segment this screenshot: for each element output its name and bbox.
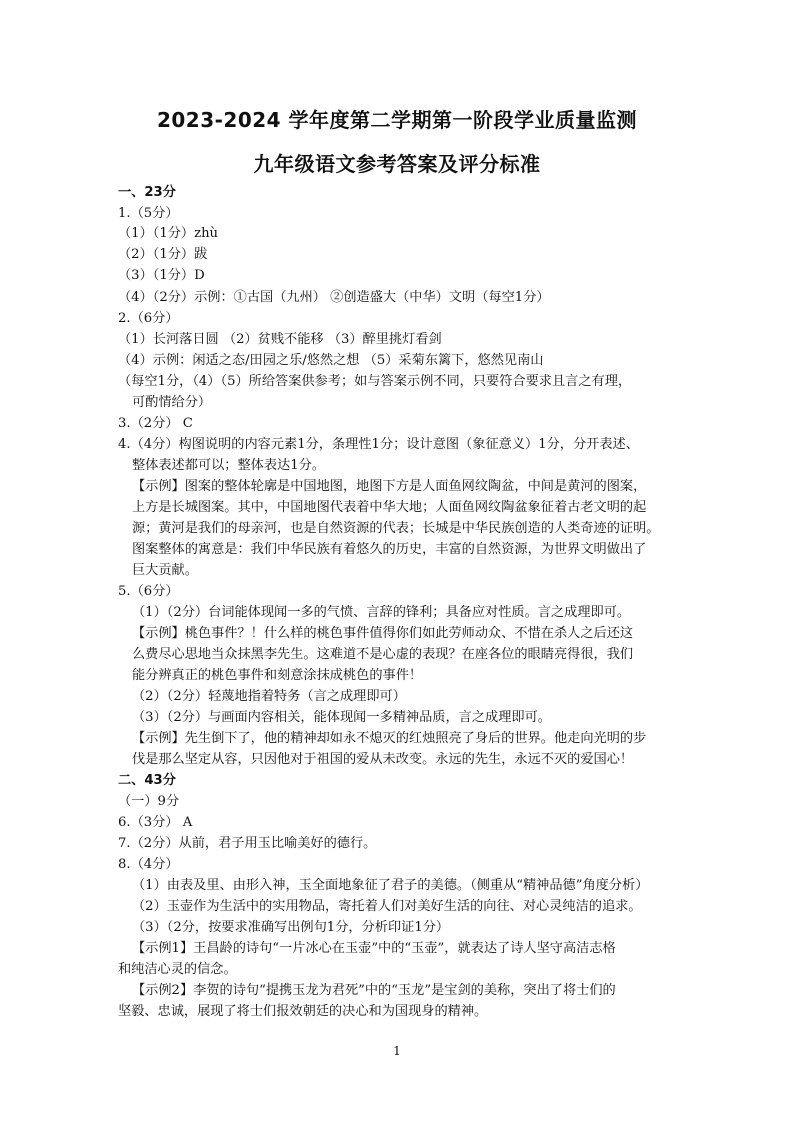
answer-line: （3）（2分）与画面内容相关，能体现闻一多精神品质，言之成理即可。	[132, 710, 551, 725]
question-heading: 8.（4分）	[118, 857, 179, 872]
example-line: 巨大贡献。	[132, 563, 198, 578]
answer-line: （3）（1分）D	[118, 268, 205, 283]
answer-note: 可酌情给分）	[132, 395, 212, 410]
answer-line: （1）长河落日圆 （2）贫贱不能移 （3）醉里挑灯看剑	[118, 332, 442, 347]
example-line: 【示例】图案的整体轮廓是中国地图，地图下方是人面鱼网纹陶盆，中间是黄河的图案，	[132, 479, 647, 494]
question-heading: 2.（6分）	[118, 311, 179, 326]
example-line: 能分辨真正的桃色事件和刻意涂抹成桃色的事件！	[132, 668, 423, 683]
answer-line: （4）（2分）示例：①古国（九州） ②创造盛大（中华）文明（每空1分）	[118, 290, 550, 305]
example-line: 【示例1】王昌龄的诗句“一片冰心在玉壶”中的“玉壶”，就表达了诗人坚守高洁志格	[132, 941, 616, 956]
section-heading: 一、23分	[118, 185, 176, 200]
question-heading: 6.（3分） A	[118, 815, 193, 830]
example-line: 和纯洁心灵的信念。	[118, 962, 237, 977]
example-line: 么费尽心思地当众抹黑李先生。这难道不是心虚的表现？在座各位的眼睛亮得很，我们	[132, 647, 634, 662]
answer-line: （2）（1分）跋	[118, 247, 208, 262]
example-line: 【示例】先生倒下了，他的精神却如永不熄灭的红烛照亮了身后的世界。他走向光明的步	[132, 731, 647, 746]
answer-line: 整体表述都可以；整体表达1分。	[132, 458, 326, 473]
example-line: 坚毅、忠诚，展现了将士们报效朝廷的决心和为国现身的精神。	[118, 1004, 488, 1019]
example-line: 上方是长城图案。其中，中国地图代表着中华大地；人面鱼网纹陶盆象征着古老文明的起	[132, 500, 647, 515]
title-sub: 九年级语文参考答案及评分标准	[253, 152, 541, 176]
answer-line: （1）（2分）台词能体现闻一多的气愤、言辞的锋利；具备应对性质。言之成理即可。	[132, 605, 631, 620]
example-line: 源；黄河是我们的母亲河，也是自然资源的代表；长城是中华民族创造的人类奇迹的证明。	[132, 521, 660, 536]
section-heading: 二、43分	[118, 773, 176, 788]
title-main: 2023-2024 学年度第二学期第一阶段学业质量监测	[156, 108, 638, 132]
answer-line: （1）（1分）zhù	[118, 226, 219, 241]
answer-line: （2）（2分）轻蔑地指着特务（言之成理即可）	[132, 689, 406, 704]
question-heading: 1.（5分）	[118, 206, 179, 221]
answer-line: （1）由表及里、由形入神，玉全面地象征了君子的美德。（侧重从“精神品德”角度分析）	[132, 878, 649, 893]
example-line: 图案整体的寓意是：我们中华民族有着悠久的历史，丰富的自然资源，为世界文明做出了	[132, 542, 647, 557]
answer-line: （4）示例：闲适之态/田园之乐/悠然之想 （5）采菊东篱下，悠然见南山	[118, 353, 544, 368]
question-heading: 7.（2分）从前，君子用玉比喻美好的德行。	[118, 836, 377, 851]
page-number: 1	[393, 1044, 401, 1058]
question-heading: 3.（2分） C	[118, 416, 193, 431]
example-line: 【示例】桃色事件？！什么样的桃色事件值得你们如此劳师动众、不惜在杀人之后还这	[132, 626, 634, 641]
question-heading: 4.（4分）构图说明的内容元素1分，条理性1分；设计意图（象征意义）1分，分开表述、	[118, 437, 639, 452]
subsection-heading: （一）9分	[118, 794, 180, 809]
answer-line: （3）（2分，按要求准确写出例句1分，分析印证1分）	[132, 920, 450, 935]
answer-note: （每空1分，（4）（5）所给答案供参考；如与答案示例不同，只要符合要求且言之有理，	[118, 374, 632, 389]
example-line: 伐是那么坚定从容，只因他对于祖国的爱从未改变。永远的先生，永远不灭的爱国心！	[132, 752, 634, 767]
question-heading: 5.（6分）	[118, 584, 179, 599]
answer-line: （2）玉壶作为生活中的实用物品，寄托着人们对美好生活的向往、对心灵纯洁的追求。	[132, 899, 642, 914]
example-line: 【示例2】李贺的诗句“提携玉龙为君死”中的“玉龙”是宝剑的美称，突出了将士们的	[132, 983, 616, 998]
